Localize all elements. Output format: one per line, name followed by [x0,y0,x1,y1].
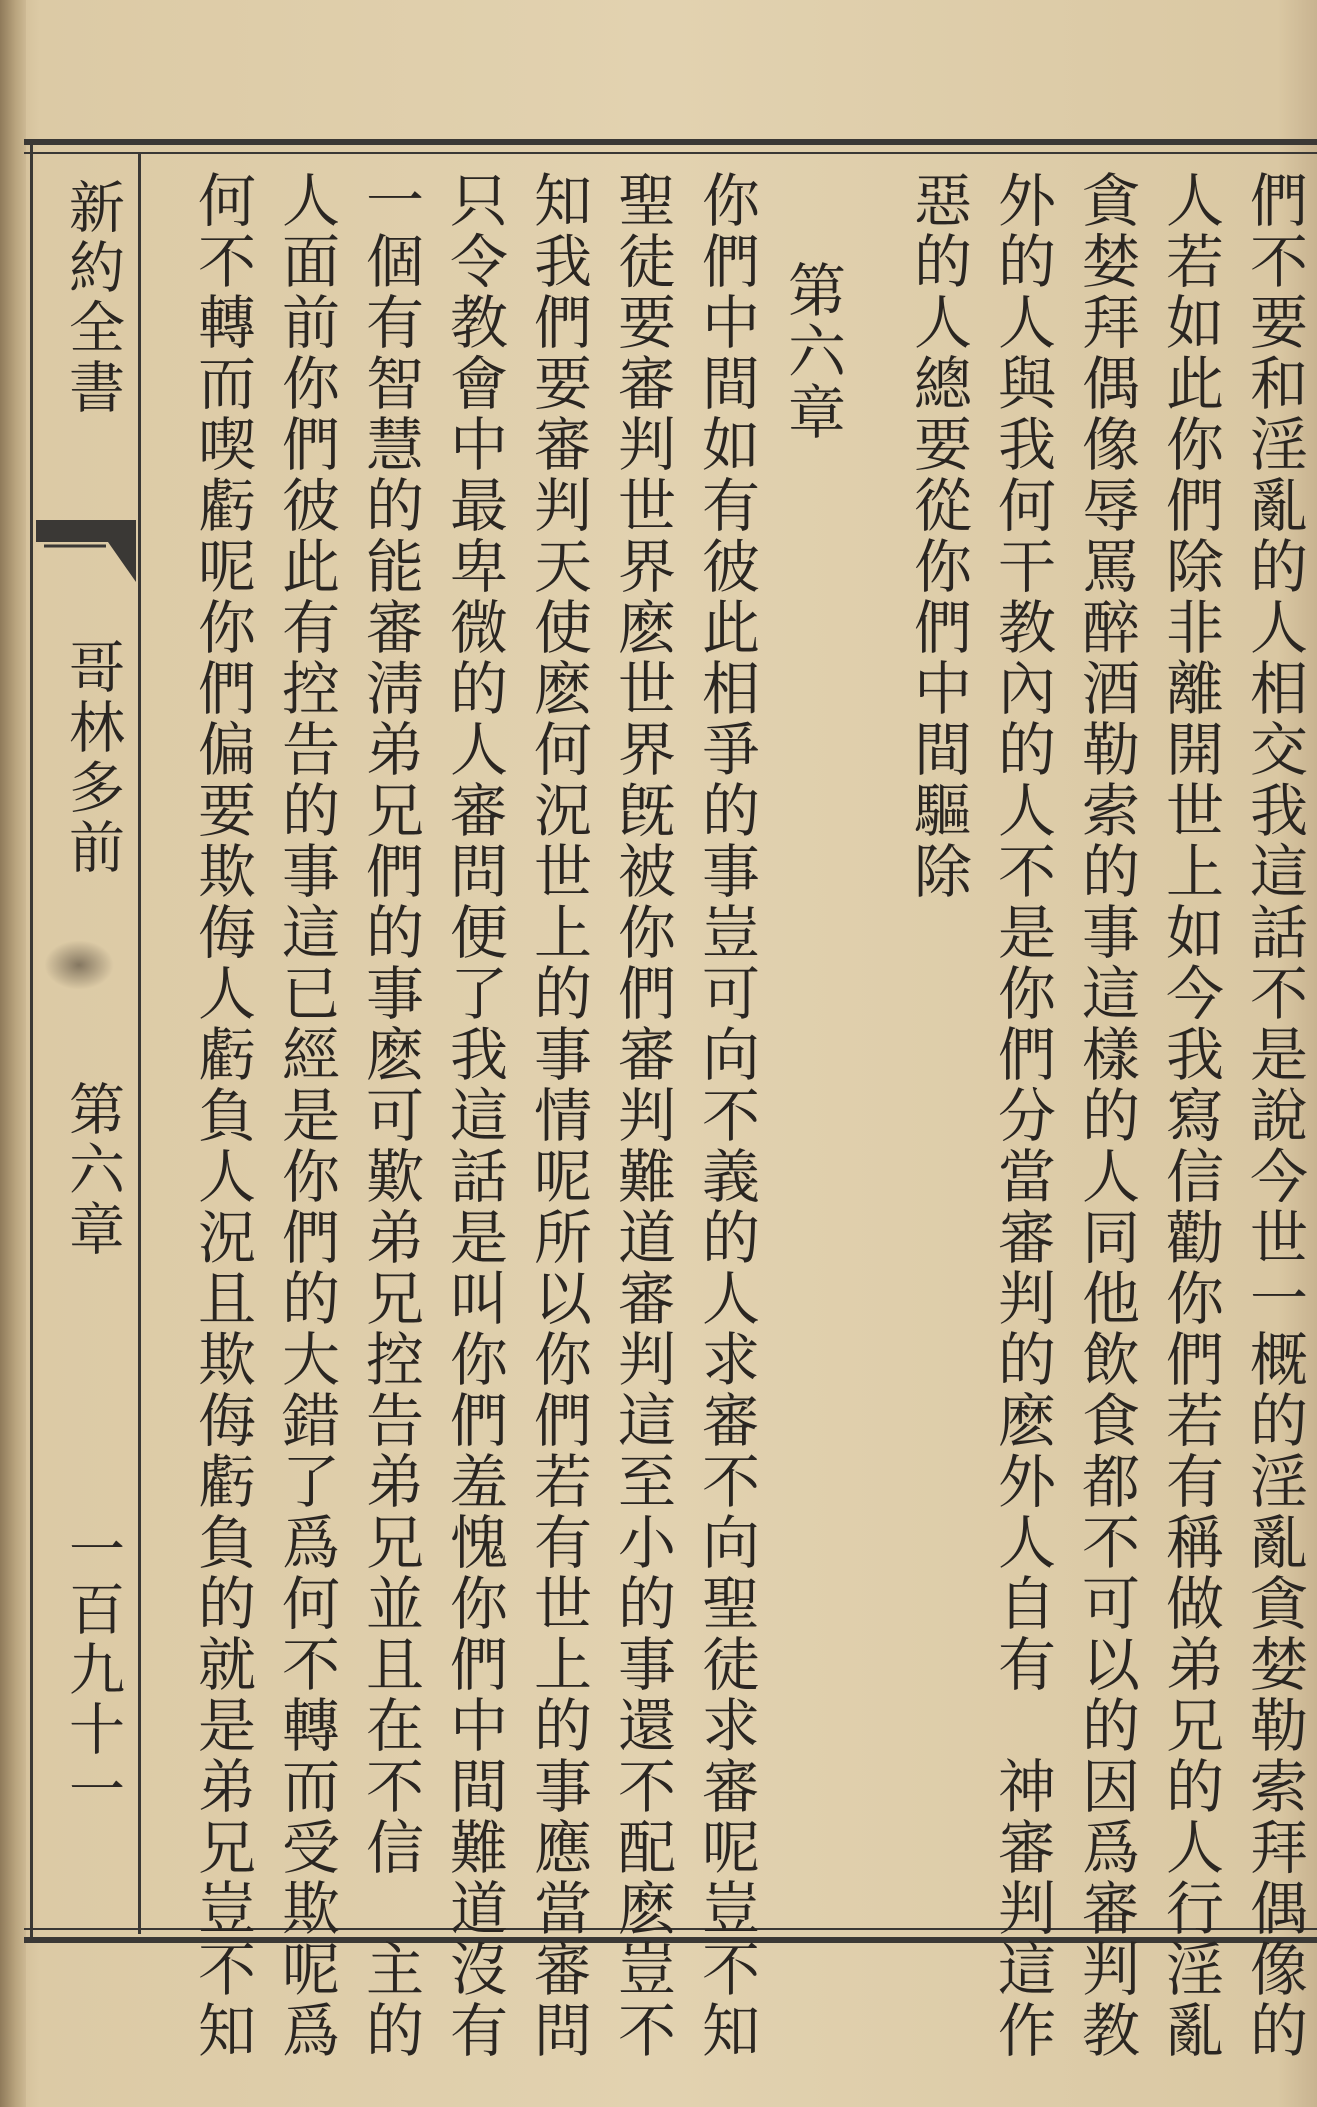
text-column-14: 何不轉而喫虧呢你們偏要欺侮人虧負人況且欺侮虧負的就是弟兄豈不知 [188,170,256,2061]
fishtail-mark [36,520,136,582]
ink-smudge [44,940,114,990]
text-column-5: 惡的人總要從你們中間驅除 [904,170,972,902]
text-column-4: 外的人與我何干教內的人不是你們分當審判的麽外人自有 神審判這作 [988,170,1056,2061]
text-column-13: 人面前你們彼此有控告的事這已經是你們的大錯了爲何不轉而受欺呢爲 [272,170,340,2061]
text-column-9: 聖徒要審判世界麽世界旣被你們審判難道審判這至小的事還不配麽豈不 [608,170,676,2061]
page-binding-edge [0,0,26,2107]
text-column-11: 只令教會中最卑微的人審問便了我這話是叫你們羞愧你們中間難道沒有 [440,170,508,2061]
outer-frame-line [30,139,33,1941]
top-border-thin [24,152,1317,154]
chapter-heading: 第六章 [778,260,846,443]
text-column-2: 人若如此你們除非離開世上如今我寫信勸你們若有稱做弟兄的人行淫亂 [1156,170,1224,2061]
section-name: 哥林多前 [60,638,125,878]
page-number: 一百九十一 [60,1520,125,1820]
margin-divider-line [138,152,141,1934]
chapter-label: 第六章 [60,1080,125,1260]
text-column-12: 一個有智慧的能審淸弟兄們的事麽可歎弟兄控告弟兄並且在不信 主的 [356,170,424,2061]
book-title: 新約全書 [60,178,125,418]
text-column-1: 們不要和淫亂的人相交我這話不是說今世一概的淫亂貪婪勒索拜偶像的 [1240,170,1308,2061]
text-column-3: 貪婪拜偶像辱罵醉酒勒索的事這樣的人同他飲食都不可以的因爲審判教 [1072,170,1140,2061]
text-column-10: 知我們要審判天使麽何況世上的事情呢所以你們若有世上的事應當審問 [524,170,592,2061]
text-column-8: 你們中間如有彼此相爭的事豈可向不義的人求審不向聖徒求審呢豈不知 [692,170,760,2061]
top-border-thick [24,139,1317,145]
